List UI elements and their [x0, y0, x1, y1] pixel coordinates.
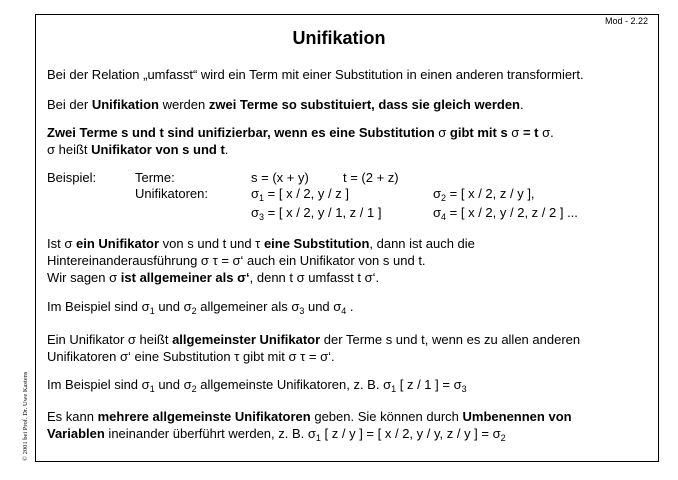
- paragraph-unifizierbar: Zwei Terme s und t sind unifizierbar, wenn es eine Substitution σ gibt mit s σ = t σ. σ heißt Unifikator von s und t.: [47, 125, 554, 157]
- copyright-note: © 2001 bei Prof. Dr. Uwe Kastens: [22, 371, 29, 461]
- module-number: Mod - 2.22: [604, 16, 648, 26]
- term-t: t = (2 + z): [343, 170, 399, 185]
- unifier-3: $\sigma_3$ = [ x / 2, y / 1, z / 1 ]: [251, 205, 382, 222]
- unifier-2: $\sigma_2$ = [ x / 2, z / y ],: [433, 186, 535, 203]
- paragraph-beispiel-allgemeinste: Im Beispiel sind $\sigma_1$ und $\sigma_2$ allgemeinste Unifikatoren, z. B. $\sigma_1$ [ z / 1 ] = $\sigma_3$: [47, 377, 467, 394]
- paragraph-relation: Bei der Relation „umfasst“ wird ein Term mit einer Substitution in einen anderen transformiert.: [47, 67, 584, 82]
- paragraph-beispiel-allgemeiner: Im Beispiel sind $\sigma_1$ und $\sigma_2$ allgemeiner als $\sigma_3$ und $\sigma_4$ .: [47, 299, 354, 316]
- page-title: Unifikation: [292, 28, 386, 48]
- unifier-4: $\sigma_4$ = [ x / 2, y / 2, z / 2 ] ...: [433, 205, 578, 222]
- unifiers-label: Unifikatoren:: [135, 186, 208, 201]
- term-s: s = (x + y): [251, 170, 309, 185]
- paragraph-mehrere: Es kann mehrere allgemeinste Unifikatoren geben. Sie können durch Umbenennen von Variablen ineinander überführt werden, z. B. $\sigma_1$ [ z / y ] = [ x / 2, y / y, z / y ] = $\sigma_2$: [47, 409, 572, 443]
- paragraph-unifikation: Bei der Unifikation werden zwei Terme so substituiert, dass sie gleich werden.: [47, 97, 524, 112]
- paragraph-allgemeinster: Ein Unifikator σ heißt allgemeinster Unifikator der Terme s und t, wenn es zu allen anderen Unifikatoren σ‘ eine Substitution τ gibt mit σ τ = σ‘.: [47, 332, 581, 364]
- paragraph-allgemeiner: Ist σ ein Unifikator von s und t und τ eine Substitution, dann ist auch die Hintereinanderausführung σ τ = σ‘ auch ein Unifikator von s und t. Wir sagen σ ist allgemeiner als σ‘, denn t σ umfasst t σ‘.: [47, 236, 475, 285]
- unifier-1: $\sigma_1$ = [ x / 2, y / z ]: [251, 186, 349, 203]
- example-label: Beispiel:: [47, 170, 97, 185]
- terms-label: Terme:: [135, 170, 175, 185]
